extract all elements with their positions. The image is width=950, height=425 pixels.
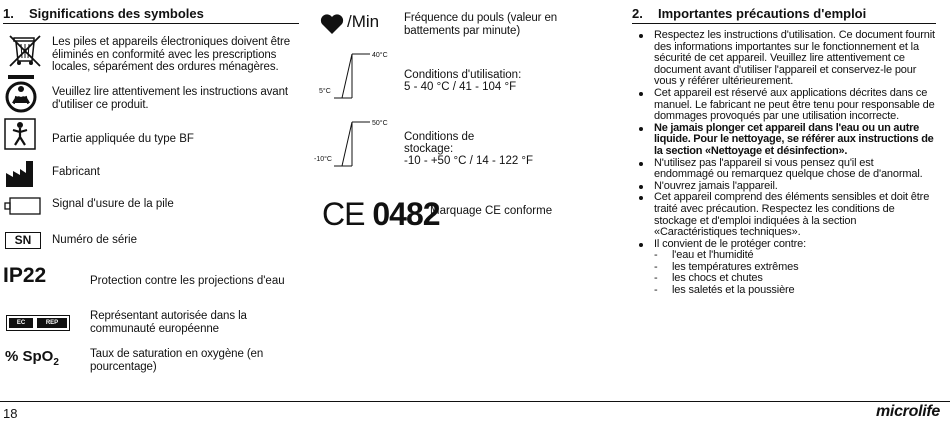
operating-temperature-icon xyxy=(330,50,374,106)
ce-mark-symbol xyxy=(322,196,440,233)
spo2-text: Taux de saturation en oxygène (en pourcentage) xyxy=(90,348,264,373)
ec-rep-symbol xyxy=(6,315,70,331)
ip22-text: Protection contre les projections d'eau xyxy=(90,275,285,287)
battery-icon xyxy=(4,196,42,216)
heart-icon xyxy=(320,14,344,35)
section-1-title: Significations des symboles xyxy=(29,6,204,21)
ec-rep-text: Représentant autorisée dans la communauté européenne xyxy=(90,310,247,335)
storage-high-temp: 50°C xyxy=(372,120,388,127)
type-bf-text: Partie appliquée du type BF xyxy=(52,133,194,145)
ce-letters: CE xyxy=(322,196,365,232)
manufacturer-icon xyxy=(6,161,38,187)
operating-text-line2: 5 - 40 °C / 41 - 104 °F xyxy=(404,81,517,93)
read-manual-icon xyxy=(5,75,37,113)
precaution-item-bold: Ne jamais plonger cet appareil dans l'eau ou un autre liquide. Pour le nettoyage, se référer aux instructions de la section «Nettoyage et désinfection». xyxy=(636,123,936,158)
storage-text-line2: stockage: xyxy=(404,143,454,155)
precaution-item: Cet appareil comprend des éléments sensibles et doit être traité avec précaution. Respectez les conditions de stockage et d'emploi indiquées à la section «Caractéristiques techniques». xyxy=(636,192,936,238)
battery-disposal-text: Les piles et appareils électroniques doivent être éliminés en conformité avec les prescriptions locales, séparément des ordures ménagères. xyxy=(52,36,291,73)
brand-logo: microlife xyxy=(876,403,940,420)
page-number: 18 xyxy=(3,406,18,421)
sub-item: - les températures extrêmes xyxy=(654,262,936,274)
protection-sub-list xyxy=(654,250,936,296)
pulse-text: Fréquence du pouls (valeur en battements par minute) xyxy=(404,12,558,37)
section-1-number: 1. xyxy=(3,6,14,21)
section-2-number: 2. xyxy=(632,6,643,21)
sub-item: - l'eau et l'humidité xyxy=(654,250,936,262)
spo2-symbol: % SpO$_2$ xyxy=(5,348,59,368)
battery-wear-text: Signal d'usure de la pile xyxy=(52,198,174,210)
per-minute-symbol: /Min xyxy=(347,12,380,31)
storage-text-line3: -10 - +50 °C / 14 - 122 °F xyxy=(404,155,534,167)
operating-text-line1: Conditions d'utilisation: xyxy=(404,69,522,81)
footer-divider xyxy=(0,401,950,402)
protect-intro: Il convient de le protéger contre: xyxy=(654,237,807,250)
ce-text: Marquage CE conforme xyxy=(430,205,553,217)
sub-item: - les chocs et chutes xyxy=(654,273,936,285)
rep-label: REP xyxy=(35,316,69,330)
precaution-item: Cet appareil est réservé aux applications décrites dans ce manuel. Le fabricant ne peut être tenu pour responsable de dommages provoqués par une utilisation incorrecte. xyxy=(636,88,936,123)
section-1-heading xyxy=(3,6,299,24)
precaution-item: Respectez les instructions d'utilisation. Ce document fournit des informations importantes sur le fonctionnement et la sécurité de cet appareil. Veuillez lire attentivement ce document avant d'utiliser l'appareil et conservez-le pour vous y référer ultérieurement. xyxy=(636,30,936,88)
operating-low-temp: 5°C xyxy=(319,88,331,95)
serial-number-symbol: SN xyxy=(5,232,41,249)
section-2-heading xyxy=(632,6,936,24)
serial-number-text: Numéro de série xyxy=(52,234,138,246)
manufacturer-text: Fabricant xyxy=(52,166,100,178)
storage-temperature-icon xyxy=(330,118,374,174)
sub-item: - les saletés et la poussière xyxy=(654,285,936,297)
ec-label: EC xyxy=(7,316,35,330)
precaution-item: N'ouvrez jamais l'appareil. xyxy=(636,181,936,193)
precaution-item xyxy=(636,239,936,297)
section-2-title: Importantes précautions d'emploi xyxy=(658,6,867,21)
precaution-item: N'utilisez pas l'appareil si vous pensez qu'il est endommagé ou remarquez quelque chose de d'anormal. xyxy=(636,158,936,181)
storage-low-temp: -10°C xyxy=(314,156,332,163)
crossed-bin-icon xyxy=(8,34,42,68)
operating-high-temp: 40°C xyxy=(372,52,388,59)
precautions-list xyxy=(636,30,936,297)
type-bf-icon xyxy=(4,118,36,150)
storage-text-line1: Conditions de xyxy=(404,131,475,143)
read-instructions-text: Veuillez lire attentivement les instructions avant d'utiliser ce produit. xyxy=(52,86,288,111)
ip22-symbol: IP22 xyxy=(3,264,47,287)
ce-number: 0482 xyxy=(372,196,440,232)
